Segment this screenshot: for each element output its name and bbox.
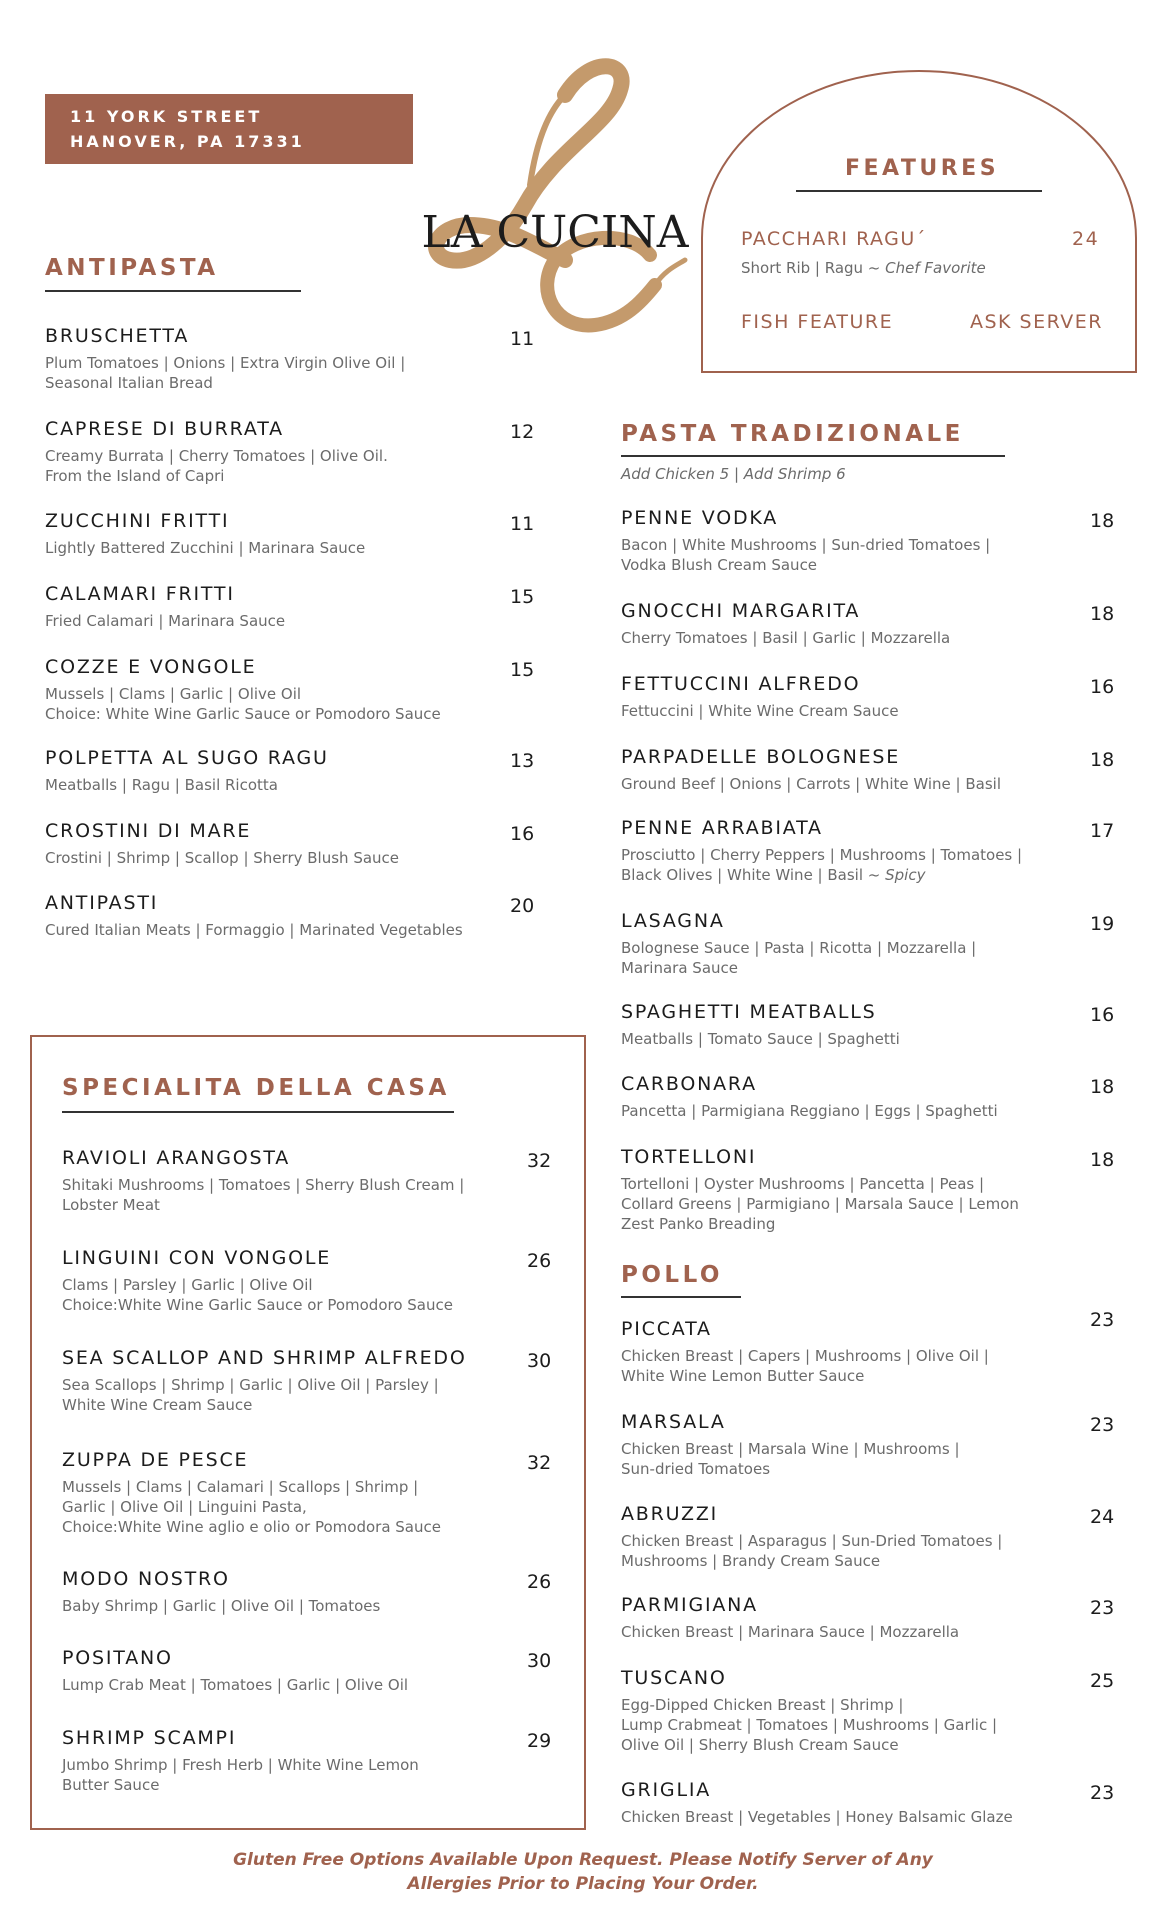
- pasta-item-name: FETTUCCINI ALFREDO: [621, 673, 861, 695]
- monogram-lc-icon: [415, 55, 695, 340]
- antipasta-item-desc: [45, 684, 441, 724]
- pollo-item-desc-text: Chicken Breast | Vegetables | Honey Balsamic Glaze: [621, 1808, 1013, 1826]
- antipasta-item-desc-text: Crostini | Shrimp | Scallop | Sherry Blush Sauce: [45, 849, 400, 867]
- pasta-item-desc-text: Marinara Sauce: [621, 959, 738, 977]
- feature-item-desc-text: Short Rib | Ragu ~: [741, 259, 886, 277]
- pasta-subtitle: Add Chicken 5 | Add Shrimp 6: [621, 465, 846, 483]
- pasta-item-desc-line: [621, 1101, 998, 1121]
- pasta-item-desc-text: Ground Beef | Onions | Carrots | White Wine | Basil: [621, 775, 1002, 793]
- footer-line-1: Gluten Free Options Available Upon Request. Please Notify Server of Any: [233, 1850, 933, 1870]
- antipasta-item-price: 16: [510, 823, 535, 845]
- pollo-item-name: MARSALA: [621, 1411, 726, 1433]
- specialita-item-price: 26: [527, 1250, 552, 1272]
- specialita-item-desc-line: [62, 1497, 441, 1517]
- pollo-item-desc-line: [621, 1346, 989, 1366]
- pasta-item-name: GNOCCHI MARGARITA: [621, 600, 861, 622]
- specialita-item-desc-text: Clams | Parsley | Garlic | Olive Oil: [62, 1276, 313, 1294]
- pasta-item-desc-text: Prosciutto | Cherry Peppers | Mushrooms | Tomatoes |: [621, 846, 1023, 864]
- specialita-item-name: LINGUINI CON VONGOLE: [62, 1247, 332, 1269]
- footer-note: [0, 1848, 1166, 1896]
- pasta-item-price: 17: [1090, 820, 1115, 842]
- specialita-item-price: 32: [527, 1150, 552, 1172]
- specialita-item-desc-text: Choice:White Wine Garlic Sauce or Pomodoro Sauce: [62, 1296, 453, 1314]
- pollo-item-price: 23: [1090, 1309, 1115, 1331]
- specialita-item-name: SEA SCALLOP AND SHRIMP ALFREDO: [62, 1347, 467, 1369]
- pollo-item-price: 23: [1090, 1782, 1115, 1804]
- antipasta-item-name: ANTIPASTI: [45, 892, 159, 914]
- pasta-item-desc-text: Vodka Blush Cream Sauce: [621, 556, 818, 574]
- pasta-item-price: 18: [1090, 749, 1115, 771]
- antipasta-item-price: 11: [510, 328, 535, 350]
- specialita-item-desc-line: [62, 1375, 439, 1395]
- pollo-item-desc-text: Chicken Breast | Marinara Sauce | Mozzarella: [621, 1623, 960, 1641]
- specialita-item-price: 29: [527, 1730, 552, 1752]
- pasta-item-desc-text: Zest Panko Breading: [621, 1215, 776, 1233]
- specialita-item-price: 32: [527, 1452, 552, 1474]
- specialita-item-name: MODO NOSTRO: [62, 1568, 230, 1590]
- pollo-item-desc: [621, 1695, 997, 1755]
- antipasta-item-price: 15: [510, 659, 535, 681]
- pasta-item-desc-line: [621, 1194, 1019, 1214]
- antipasta-item-name: POLPETTA AL SUGO RAGU: [45, 747, 329, 769]
- feature-item-desc: [741, 258, 986, 278]
- pasta-item-desc-note: Spicy: [885, 866, 926, 884]
- antipasta-item-desc: [45, 775, 278, 795]
- pollo-item-price: 25: [1090, 1670, 1115, 1692]
- pollo-item-price: 23: [1090, 1414, 1115, 1436]
- specialita-item-desc-text: Sea Scallops | Shrimp | Garlic | Olive Oil | Parsley |: [62, 1376, 439, 1394]
- specialita-item-desc-line: [62, 1477, 441, 1497]
- pasta-item-desc: [621, 535, 990, 575]
- pollo-item-desc-text: Chicken Breast | Asparagus | Sun-Dried Tomatoes |: [621, 1532, 1003, 1550]
- pollo-item-desc: [621, 1531, 1002, 1571]
- antipasta-item-desc-line: [45, 538, 365, 558]
- antipasta-item-desc-line: [45, 466, 388, 486]
- pollo-item-price: 23: [1090, 1597, 1115, 1619]
- specialita-item-desc: [62, 1175, 464, 1215]
- pollo-item-name: TUSCANO: [621, 1667, 727, 1689]
- pasta-item-desc-line: [621, 845, 1022, 865]
- antipasta-item-desc-text: From the Island of Capri: [45, 467, 225, 485]
- antipasta-item-desc: [45, 353, 405, 393]
- specialita-item-desc-line: [62, 1596, 380, 1616]
- antipasta-item-desc-line: [45, 704, 441, 724]
- pasta-item-desc-line: [621, 774, 1001, 794]
- antipasta-item-desc-line: [45, 353, 405, 373]
- pasta-item-price: 16: [1090, 1004, 1115, 1026]
- pasta-item-desc-line: [621, 958, 976, 978]
- pasta-item-desc-line: [621, 938, 976, 958]
- antipasta-item-desc: [45, 538, 365, 558]
- pasta-item-desc-text: Cherry Tomatoes | Basil | Garlic | Mozzarella: [621, 629, 951, 647]
- pollo-item-desc: [621, 1807, 1013, 1827]
- antipasta-item-name: BRUSCHETTA: [45, 325, 190, 347]
- specialita-item-desc-text: Mussels | Clams | Calamari | Scallops | Shrimp |: [62, 1478, 419, 1496]
- specialita-item-desc-text: Baby Shrimp | Garlic | Olive Oil | Tomatoes: [62, 1597, 381, 1615]
- antipasta-item-desc-text: Creamy Burrata | Cherry Tomatoes | Olive Oil.: [45, 447, 388, 465]
- pollo-item-desc-line: [621, 1695, 997, 1715]
- pasta-item-name: LASAGNA: [621, 910, 725, 932]
- specialita-item-desc: [62, 1675, 408, 1695]
- pasta-item-name: PENNE VODKA: [621, 507, 779, 529]
- antipasta-item-price: 12: [510, 421, 535, 443]
- specialita-item-desc-line: [62, 1755, 419, 1775]
- fish-feature-price: ASK SERVER: [970, 311, 1103, 333]
- feature-item-name: PACCHARI RAGU´: [741, 228, 927, 250]
- antipasta-title: ANTIPASTA: [45, 255, 219, 281]
- specialita-item-desc-line: [62, 1775, 419, 1795]
- antipasta-item-desc-text: Cured Italian Meats | Formaggio | Marinated Vegetables: [45, 921, 463, 939]
- address-line-1: 11 YORK STREET: [70, 107, 263, 126]
- antipasta-item-desc-line: [45, 684, 441, 704]
- pasta-item-desc: [621, 774, 1001, 794]
- specialita-item-desc-line: [62, 1295, 453, 1315]
- specialita-item-desc-text: White Wine Cream Sauce: [62, 1396, 253, 1414]
- pollo-item-desc-text: Chicken Breast | Marsala Wine | Mushrooms |: [621, 1440, 960, 1458]
- features-rule: [796, 190, 1042, 192]
- pollo-item-desc-text: Egg-Dipped Chicken Breast | Shrimp |: [621, 1696, 904, 1714]
- pollo-item-desc-text: Mushrooms | Brandy Cream Sauce: [621, 1552, 881, 1570]
- specialita-item-desc-line: [62, 1675, 408, 1695]
- specialita-item-desc-text: Shitaki Mushrooms | Tomatoes | Sherry Blush Cream |: [62, 1176, 465, 1194]
- antipasta-item-desc-line: [45, 848, 399, 868]
- pollo-item-desc: [621, 1346, 989, 1386]
- address-line-2: HANOVER, PA 17331: [70, 132, 305, 151]
- pasta-item-desc-line: [621, 628, 950, 648]
- antipasta-item-name: CROSTINI DI MARE: [45, 820, 252, 842]
- antipasta-item-desc-text: Lightly Battered Zucchini | Marinara Sauce: [45, 539, 366, 557]
- pasta-item-desc: [621, 1101, 998, 1121]
- pasta-item-desc-line: [621, 1174, 1019, 1194]
- specialita-item-desc-text: Jumbo Shrimp | Fresh Herb | White Wine Lemon: [62, 1756, 419, 1774]
- specialita-item-desc-line: [62, 1395, 439, 1415]
- pollo-item-name: PARMIGIANA: [621, 1594, 758, 1616]
- pollo-item-name: GRIGLIA: [621, 1779, 712, 1801]
- pasta-item-name: TORTELLONI: [621, 1146, 757, 1168]
- antipasta-item-desc-line: [45, 611, 285, 631]
- pollo-rule: [621, 1296, 741, 1298]
- pollo-title: POLLO: [621, 1262, 723, 1288]
- pollo-item-desc-line: [621, 1366, 989, 1386]
- specialita-item-desc: [62, 1477, 441, 1537]
- specialita-item-desc-line: [62, 1175, 464, 1195]
- antipasta-item-desc: [45, 611, 285, 631]
- pollo-item-desc-line: [621, 1551, 1002, 1571]
- restaurant-logo: [415, 55, 695, 340]
- specialita-item-desc-text: Choice:White Wine aglio e olio or Pomodora Sauce: [62, 1518, 441, 1536]
- pollo-item-desc-line: [621, 1622, 959, 1642]
- feature-item-price: 24: [1072, 228, 1100, 250]
- antipasta-item-desc-text: Meatballs | Ragu | Basil Ricotta: [45, 776, 278, 794]
- antipasta-item-desc: [45, 920, 463, 940]
- specialita-item-desc: [62, 1596, 380, 1616]
- pasta-item-desc: [621, 1029, 900, 1049]
- pasta-title: PASTA TRADIZIONALE: [621, 421, 964, 447]
- footer-line-2: Allergies Prior to Placing Your Order.: [407, 1874, 759, 1894]
- pasta-item-desc-text: Pancetta | Parmigiana Reggiano | Eggs | Spaghetti: [621, 1102, 998, 1120]
- pasta-item-desc-text: Tortelloni | Oyster Mushrooms | Pancetta | Peas |: [621, 1175, 985, 1193]
- pasta-item-desc-text: Bacon | White Mushrooms | Sun-dried Tomatoes |: [621, 536, 991, 554]
- pasta-item-name: SPAGHETTI MEATBALLS: [621, 1001, 877, 1023]
- pollo-item-name: PICCATA: [621, 1318, 712, 1340]
- pollo-item-desc-text: Lump Crabmeat | Tomatoes | Mushrooms | Garlic |: [621, 1716, 998, 1734]
- specialita-item-name: POSITANO: [62, 1647, 173, 1669]
- pasta-item-desc: [621, 938, 976, 978]
- pasta-item-desc-line: [621, 865, 1022, 885]
- specialita-item-price: 30: [527, 1350, 552, 1372]
- pasta-item-name: PARPADELLE BOLOGNESE: [621, 746, 901, 768]
- specialita-item-price: 30: [527, 1650, 552, 1672]
- pasta-item-desc-text: Bolognese Sauce | Pasta | Ricotta | Mozzarella |: [621, 939, 977, 957]
- pasta-item-desc: [621, 701, 899, 721]
- pollo-item-desc-text: White Wine Lemon Butter Sauce: [621, 1367, 865, 1385]
- antipasta-item-price: 13: [510, 750, 535, 772]
- specialita-item-name: RAVIOLI ARANGOSTA: [62, 1147, 291, 1169]
- pasta-item-price: 18: [1090, 510, 1115, 532]
- antipasta-rule: [45, 290, 301, 292]
- specialita-item-desc-line: [62, 1195, 464, 1215]
- pasta-item-desc-line: [621, 1214, 1019, 1234]
- pasta-item-desc-line: [621, 555, 990, 575]
- pasta-item-desc-line: [621, 701, 899, 721]
- specialita-item-name: SHRIMP SCAMPI: [62, 1727, 237, 1749]
- logo-wordmark: LA CUCINA: [421, 207, 689, 258]
- antipasta-item-name: COZZE E VONGOLE: [45, 656, 257, 678]
- specialita-item-desc: [62, 1755, 419, 1795]
- pasta-item-desc: [621, 845, 1022, 885]
- antipasta-item-desc-text: Fried Calamari | Marinara Sauce: [45, 612, 286, 630]
- pasta-item-price: 18: [1090, 1076, 1115, 1098]
- antipasta-item-desc: [45, 446, 388, 486]
- specialita-item-desc-text: Butter Sauce: [62, 1776, 160, 1794]
- antipasta-item-price: 11: [510, 513, 535, 535]
- antipasta-item-desc-text: Choice: White Wine Garlic Sauce or Pomodoro Sauce: [45, 705, 441, 723]
- specialita-item-name: ZUPPA DE PESCE: [62, 1449, 249, 1471]
- pollo-item-name: ABRUZZI: [621, 1503, 719, 1525]
- antipasta-item-price: 15: [510, 586, 535, 608]
- specialita-item-desc-line: [62, 1275, 453, 1295]
- specialita-item-price: 26: [527, 1571, 552, 1593]
- pollo-item-desc-line: [621, 1531, 1002, 1551]
- pasta-item-price: 18: [1090, 603, 1115, 625]
- feature-item-note: Chef Favorite: [885, 259, 986, 277]
- pasta-item-desc-text: Black Olives | White Wine | Basil ~: [621, 866, 886, 884]
- pollo-item-desc-text: Chicken Breast | Capers | Mushrooms | Olive Oil |: [621, 1347, 989, 1365]
- pasta-item-desc: [621, 628, 950, 648]
- antipasta-item-desc-line: [45, 775, 278, 795]
- features-title: FEATURES: [845, 156, 1000, 181]
- antipasta-item-name: ZUCCHINI FRITTI: [45, 510, 230, 532]
- specialita-item-desc-text: Lump Crab Meat | Tomatoes | Garlic | Olive Oil: [62, 1676, 409, 1694]
- pasta-item-name: PENNE ARRABIATA: [621, 817, 823, 839]
- pasta-item-desc-text: Fettuccini | White Wine Cream Sauce: [621, 702, 899, 720]
- pasta-item-price: 19: [1090, 913, 1115, 935]
- pollo-item-desc-line: [621, 1439, 960, 1459]
- specialita-item-desc-line: [62, 1517, 441, 1537]
- pollo-item-desc: [621, 1622, 959, 1642]
- specialita-title: SPECIALITA DELLA CASA: [62, 1075, 450, 1101]
- antipasta-item-name: CAPRESE DI BURRATA: [45, 418, 284, 440]
- antipasta-item-price: 20: [510, 895, 535, 917]
- antipasta-item-desc-text: Mussels | Clams | Garlic | Olive Oil: [45, 685, 302, 703]
- address-box: [45, 94, 413, 164]
- antipasta-item-desc-line: [45, 920, 463, 940]
- pollo-item-desc-line: [621, 1807, 1013, 1827]
- pasta-item-desc: [621, 1174, 1019, 1234]
- pasta-item-desc-text: Meatballs | Tomato Sauce | Spaghetti: [621, 1030, 900, 1048]
- pasta-item-desc-line: [621, 535, 990, 555]
- pasta-item-desc-text: Collard Greens | Parmigiano | Marsala Sauce | Lemon: [621, 1195, 1019, 1213]
- pollo-item-desc: [621, 1439, 960, 1479]
- pasta-item-desc-line: [621, 1029, 900, 1049]
- antipasta-item-desc-text: Seasonal Italian Bread: [45, 374, 213, 392]
- pasta-item-price: 16: [1090, 676, 1115, 698]
- pollo-item-desc-text: Sun-dried Tomatoes: [621, 1460, 771, 1478]
- specialita-item-desc: [62, 1275, 453, 1315]
- antipasta-item-desc: [45, 848, 399, 868]
- antipasta-item-name: CALAMARI FRITTI: [45, 583, 235, 605]
- pollo-item-desc-line: [621, 1459, 960, 1479]
- specialita-item-desc: [62, 1375, 439, 1415]
- pollo-item-price: 24: [1090, 1506, 1115, 1528]
- pasta-item-price: 18: [1090, 1149, 1115, 1171]
- specialita-item-desc-text: Garlic | Olive Oil | Linguini Pasta,: [62, 1498, 307, 1516]
- antipasta-item-desc-line: [45, 373, 405, 393]
- fish-feature-label: FISH FEATURE: [741, 311, 894, 333]
- antipasta-item-desc-text: Plum Tomatoes | Onions | Extra Virgin Olive Oil |: [45, 354, 406, 372]
- pasta-rule: [621, 455, 1005, 457]
- pasta-item-name: CARBONARA: [621, 1073, 757, 1095]
- specialita-rule: [62, 1111, 454, 1113]
- pollo-item-desc-line: [621, 1735, 997, 1755]
- specialita-item-desc-text: Lobster Meat: [62, 1196, 160, 1214]
- antipasta-item-desc-line: [45, 446, 388, 466]
- pollo-item-desc-line: [621, 1715, 997, 1735]
- pollo-item-desc-text: Olive Oil | Sherry Blush Cream Sauce: [621, 1736, 899, 1754]
